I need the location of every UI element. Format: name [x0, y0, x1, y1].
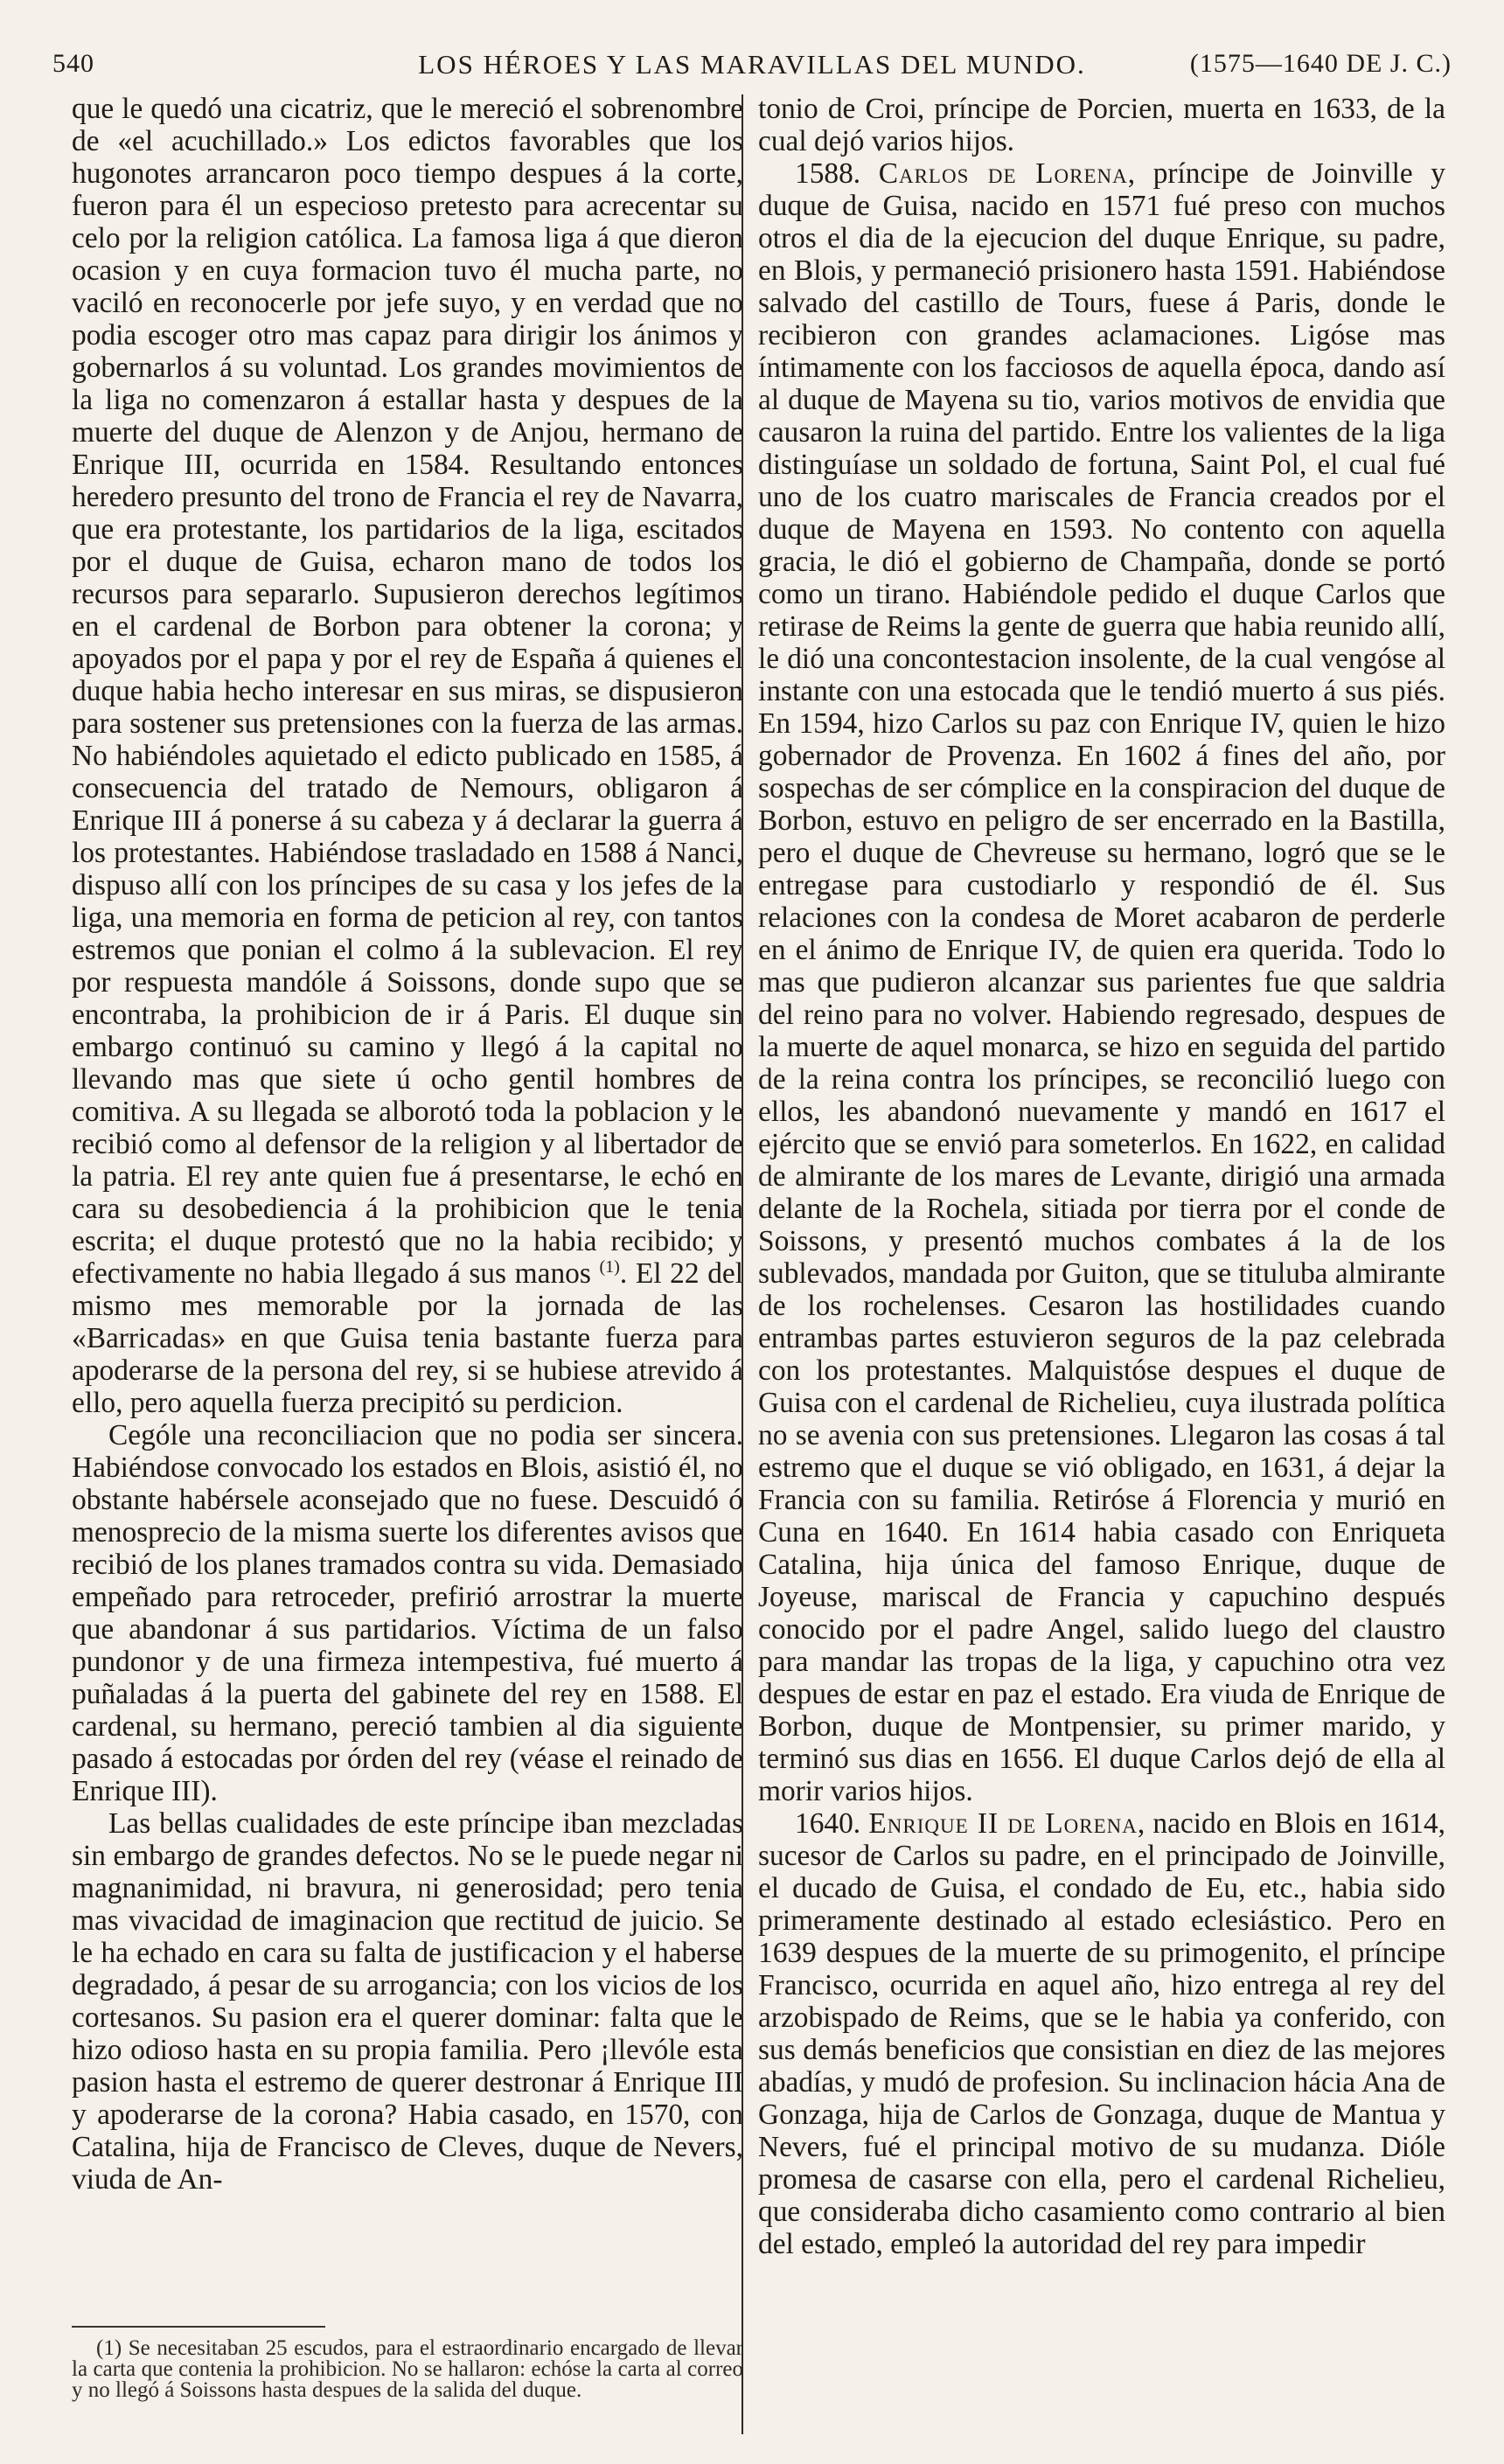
entry-year: 1588. — [795, 157, 861, 190]
entry-text: , príncipe de Joinville y duque de Guisa, nacido en 1571 fué preso con muchos otros el dia de la ejecucion del duque Enrique, su padre, en Blois, y permaneció prisionero hasta 1591. Habiéndose salvado del castillo de Tours, fuese á Paris, donde le recibieron con grandes aclamaciones. Ligóse mas íntimamente con los facciosos de aquella época, dando así al duque de Mayena su tio, varios motivos de envidia que causaron la ruina del partido. Entre los valientes de la liga distinguíase un soldado de fortuna, Saint Pol, el cual fué uno de los cuatro mariscales de Francia creados por el duque de Mayena en 1593. No contento con aquella gracia, le dió el gobierno de Champaña, donde se portó como un tirano. Habiéndole pedido el duque Carlos que retirase de Reims la gente de guerra que habia reunido allí, le dió una concontestacion insolente, de la cual vengóse al instante con una estocada que le tendió muerto á sus piés. En 1594, hizo Carlos su paz con Enrique IV, quien le hizo gobernador de Provenza. En 1602 á fines del año, por sospechas de ser cómplice en la conspiracion del duque de Borbon, estuvo en peligro de ser encerrado en la Bastilla, pero el duque de Chevreuse su hermano, logró que se le entregase para custodiarlo y respondió de él. Sus relaciones con la condesa de Moret acabaron de perderle en el ánimo de Enrique IV, de quien era querida. Todo lo mas que pudieron alcanzar sus parientes fue que saldria del reino para no volver. Habiendo regresado, despues de la muerte de aquel monarca, se hizo en seguida del partido de la reina contra los príncipes, se reconcilió luego con ellos, les abandonó nuevamente y mandó en 1617 el ejército que se envió para someterlos. En 1622, en calidad de almirante de los mares de Levante, dirigió una armada delante de la Rochela, sitiada por tierra por el conde de Soissons, y presentó muchos combates á la de los sublevados, mandada por Guiton, que se tituluba almirante de los rochelenses. Cesaron las hostilidades cuando entrambas partes estuvieron seguros de la paz celebrada con los protestantes. Malquistóse despues el duque de Guisa con el cardenal de Richelieu, cuya ilustrada política no se avenia con sus pretensiones. Llegaron las cosas á tal estremo que el duque se vió obligado, en 1631, á dejar la Francia con su familia. Retiróse á Florencia y murió en Cuna en 1640. En 1614 habia casado con Enriqueta Catalina, hija única del famoso Enrique, duque de Joyeuse, mariscal de Francia y capuchino después conocido por el padre Angel, salido luego del claustro para mandar las tropas de la liga, y capuchino otra vez despues de estar en paz el estado. Era viuda de Enrique de Borbon, duque de Montpensier, su primer marido, y terminó sus dias en 1656. El duque Carlos dejó de ella al morir varios hijos. — [758, 157, 1445, 1807]
entry-name: Enrique II de Lorena — [868, 1807, 1138, 1840]
date-range: (1575—1640 DE J. C.) — [1189, 49, 1452, 78]
entry-carlos-de-lorena — [758, 157, 1445, 1807]
column-divider — [742, 94, 743, 2434]
entry-name: Carlos de Lorena — [878, 157, 1128, 190]
paragraph-blois-death: Cególe una reconciliacion que no podia ser sincera. Habiéndose convocado los estados en Blois, asistió él, no obstante habérsele aconsejado que no fuese. Descuidó ó menosprecio de la misma suerte los diferentes avisos que recibió de los planes tramados contra su vida. Demasiado empeñado para retroceder, prefirió arrostrar la muerte que abandonar á sus partidarios. Víctima de un falso pundonor y de una firmeza intempestiva, fué muerto á puñaladas á la puerta del gabinete del rey en 1588. El cardenal, su hermano, pereció tambien al dia siguiente pasado á estocadas por órden del rey (véase el reinado de Enrique III). — [72, 1419, 743, 1807]
left-column — [72, 93, 743, 2196]
footnote-separator — [72, 2326, 325, 2328]
footnote-reference: (1) — [599, 1256, 620, 1277]
page-number: 540 — [52, 49, 94, 78]
entry-year: 1640. — [795, 1807, 861, 1840]
footnote-text: (1) Se necesitaban 25 escudos, para el estraordinario encargado de llevar la carta que contenia la prohibicion. No se hallaron: echóse la carta al correo y no llegó á Soissons hasta despues de la salida del duque. — [72, 2336, 743, 2402]
footnote — [72, 2338, 743, 2401]
page-header — [52, 17, 1452, 79]
entry-text: , nacido en Blois en 1614, sucesor de Carlos su padre, en el principado de Joinville, el ducado de Guisa, el condado de Eu, etc., habia sido primeramente destinado al estado eclesiástico. Pero en 1639 despues de la muerte de su primogenito, el príncipe Francisco, ocurrida en aquel año, hizo entrega al rey del arzobispado de Reims, que se le habia ya conferido, con sus demás beneficios que consistian en diez de las mejores abadías, y mudó de profesion. Su inclinacion hácia Ana de Gonzaga, hija de Carlos de Gonzaga, duque de Mantua y Nevers, fué el principal motivo de su mudanza. Dióle promesa de casarse con ella, pero el cardenal Richelieu, que consideraba dicho casamiento como contrario al bien del estado, empleó la autoridad del rey para impedir — [758, 1807, 1445, 2260]
paragraph-text-continued: . El 22 del mismo mes memorable por la jornada de las «Barricadas» en que Guisa tenia bastante fuerza para apoderarse de la persona del rey, si se hubiese atrevido á ello, pero aquella fuerza precipitó su perdicion. — [72, 1257, 743, 1419]
paragraph-text: que le quedó una cicatriz, que le mereció el sobrenombre de «el acuchillado.» Los edictos favorables que los hugonotes arrancaron poco tiempo despues á la corte, fueron para él un especioso pretesto para acrecentar su celo por la religion católica. La famosa liga á que dieron ocasion y en cuya formacion tuvo él mucha parte, no vaciló en reconocerle por jefe suyo, y en verdad que no podia escoger otro mas capaz para dirigir los ánimos y gobernarlos á su voluntad. Los grandes movimientos de la liga no comenzaron á estallar hasta y despues de la muerte del duque de Alenzon y de Anjou, hermano de Enrique III, ocurrida en 1584. Resultando entonces heredero presunto del trono de Francia el rey de Navarra, que era protestante, los partidarios de la liga, escitados por el duque de Guisa, echaron mano de todos los recursos para separarlo. Supusieron derechos legítimos en el cardenal de Borbon para obtener la corona; y apoyados por el papa y por el rey de España á quienes el duque habia hecho interesar en sus miras, se dispusieron para sostener sus pretensiones con la fuerza de las armas. No habiéndoles aquietado el edicto publicado en 1585, á consecuencia del tratado de Nemours, obligaron á Enrique III á ponerse á su cabeza y á declarar la guerra á los protestantes. Habiéndose trasladado en 1588 á Nanci, dispuso allí con los príncipes de su casa y los jefes de la liga, una memoria en forma de peticion al rey, con tantos estremos que ponian el colmo á la sublevacion. El rey por respuesta mandóle á Soissons, donde supo que se encontraba, la prohibicion de ir á Paris. El duque sin embargo continuó su camino y llegó á la capital no llevando mas que siete ú ocho gentil hombres de comitiva. A su llegada se alborotó toda la poblacion y le recibió como al defensor de la religion y al libertador de la patria. El rey ante quien fue á presentarse, le echó en cara su desobediencia á la prohibicion que le tenia escrita; el duque protestó que no la habia recibido; y efectivamente no habia llegado á sus manos — [72, 93, 743, 1290]
paragraph-continuation: tonio de Croi, príncipe de Porcien, muerta en 1633, de la cual dejó varios hijos. — [758, 93, 1445, 157]
right-column — [758, 93, 1445, 2260]
entry-enrique-ii-de-lorena — [758, 1807, 1445, 2260]
paragraph-qualities: Las bellas cualidades de este príncipe iban mezcladas sin embargo de grandes defectos. No se le puede negar ni magnanimidad, ni bravura, ni generosidad; pero tenia mas vivacidad de imaginacion que rectitud de juicio. Se le ha echado en cara su falta de justificacion y el haberse degradado, á pesar de su arrogancia; con los vicios de los cortesanos. Su pasion era el querer dominar: falta que le hizo odioso hasta en su propia familia. Pero ¡llevóle esta pasion hasta el estremo de querer destronar á Enrique III y apoderarse de la corona? Habia casado, en 1570, con Catalina, hija de Francisco de Cleves, duque de Nevers, viuda de An- — [72, 1807, 743, 2196]
paragraph-duke-henry-guise — [72, 93, 743, 1419]
running-title: LOS HÉROES Y LAS MARAVILLAS DEL MUNDO. — [418, 49, 1086, 80]
